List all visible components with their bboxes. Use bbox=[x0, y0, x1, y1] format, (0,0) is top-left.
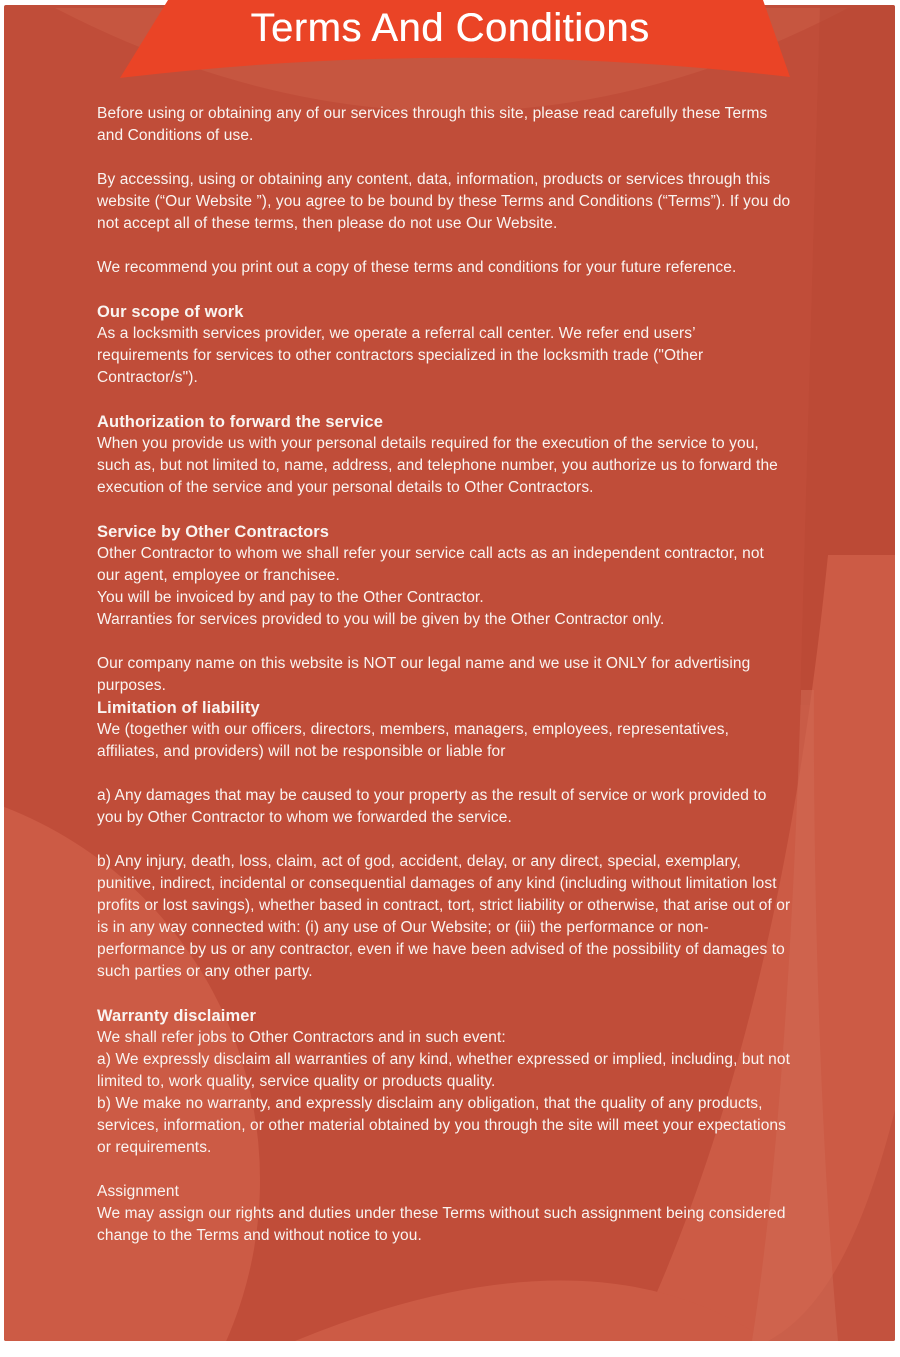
terms-content bbox=[97, 103, 791, 1269]
section-heading: Our scope of work bbox=[97, 303, 244, 321]
paragraph: We shall refer jobs to Other Contractors and in such event: bbox=[97, 1029, 506, 1046]
paragraph: Assignment bbox=[97, 1183, 179, 1200]
paragraph: By accessing, using or obtaining any content, data, information, products or services through this website (“Our Website ”), you agree to be bound by these Terms and Conditions (“Terms”). If you do not accept all of these terms, then please do not use Our Website. bbox=[97, 171, 791, 232]
paragraph: b) Any injury, death, loss, claim, act of god, accident, delay, or any direct, special, exemplary, punitive, indirect, incidental or consequential damages of any kind (including without limitation lost profits or lost savings), whether based in contract, tort, strict liability or otherwise, that arise out of or is in any way connected with: (i) any use of Our Website; or (iii) the performance or non-performance by us or any contractor, even if we have been advised of the possibility of damages to such parties or any other party. bbox=[97, 853, 791, 980]
paragraph: Warranties for services provided to you will be given by the Other Contractor only. bbox=[97, 611, 665, 628]
paragraph: b) We make no warranty, and expressly disclaim any obligation, that the quality of any products, services, information, or other material obtained by you through the site will meet your expectations or requirements. bbox=[97, 1095, 786, 1156]
paragraph: As a locksmith services provider, we operate a referral call center. We refer end users’ requirements for services to other contractors specialized in the locksmith trade ("Other Contractor/s"). bbox=[97, 325, 704, 386]
paragraph: We may assign our rights and duties under these Terms without such assignment being considered change to the Terms and without notice to you. bbox=[97, 1205, 786, 1244]
section-heading: Limitation of liability bbox=[97, 699, 260, 717]
section-heading: Warranty disclaimer bbox=[97, 1007, 257, 1025]
paragraph: We (together with our officers, directors, members, managers, employees, representatives, affiliates, and providers) will not be responsible or liable for bbox=[97, 721, 730, 760]
paragraph: Our company name on this website is NOT our legal name and we use it ONLY for advertising purposes. bbox=[97, 655, 751, 694]
paragraph: Other Contractor to whom we shall refer your service call acts as an independent contractor, not our agent, employee or franchisee. bbox=[97, 545, 764, 584]
paragraph: You will be invoiced by and pay to the Other Contractor. bbox=[97, 589, 484, 606]
section-heading: Service by Other Contractors bbox=[97, 523, 330, 541]
paragraph: a) We expressly disclaim all warranties of any kind, whether expressed or implied, including, but not limited to, work quality, service quality or products quality. bbox=[97, 1051, 790, 1090]
paragraph: When you provide us with your personal details required for the execution of the service to you, such as, but not limited to, name, address, and telephone number, you authorize us to forward the execution of the service and your personal details to Other Contractors. bbox=[97, 435, 778, 496]
section-heading: Authorization to forward the service bbox=[97, 413, 383, 431]
paragraph: a) Any damages that may be caused to your property as the result of service or work provided to you by Other Contractor to whom we forwarded the service. bbox=[97, 787, 767, 826]
page-title: Terms And Conditions bbox=[250, 6, 650, 50]
paragraph: We recommend you print out a copy of these terms and conditions for your future reference. bbox=[97, 259, 737, 276]
paragraph: Before using or obtaining any of our services through this site, please read carefully these Terms and Conditions of use. bbox=[97, 105, 768, 144]
